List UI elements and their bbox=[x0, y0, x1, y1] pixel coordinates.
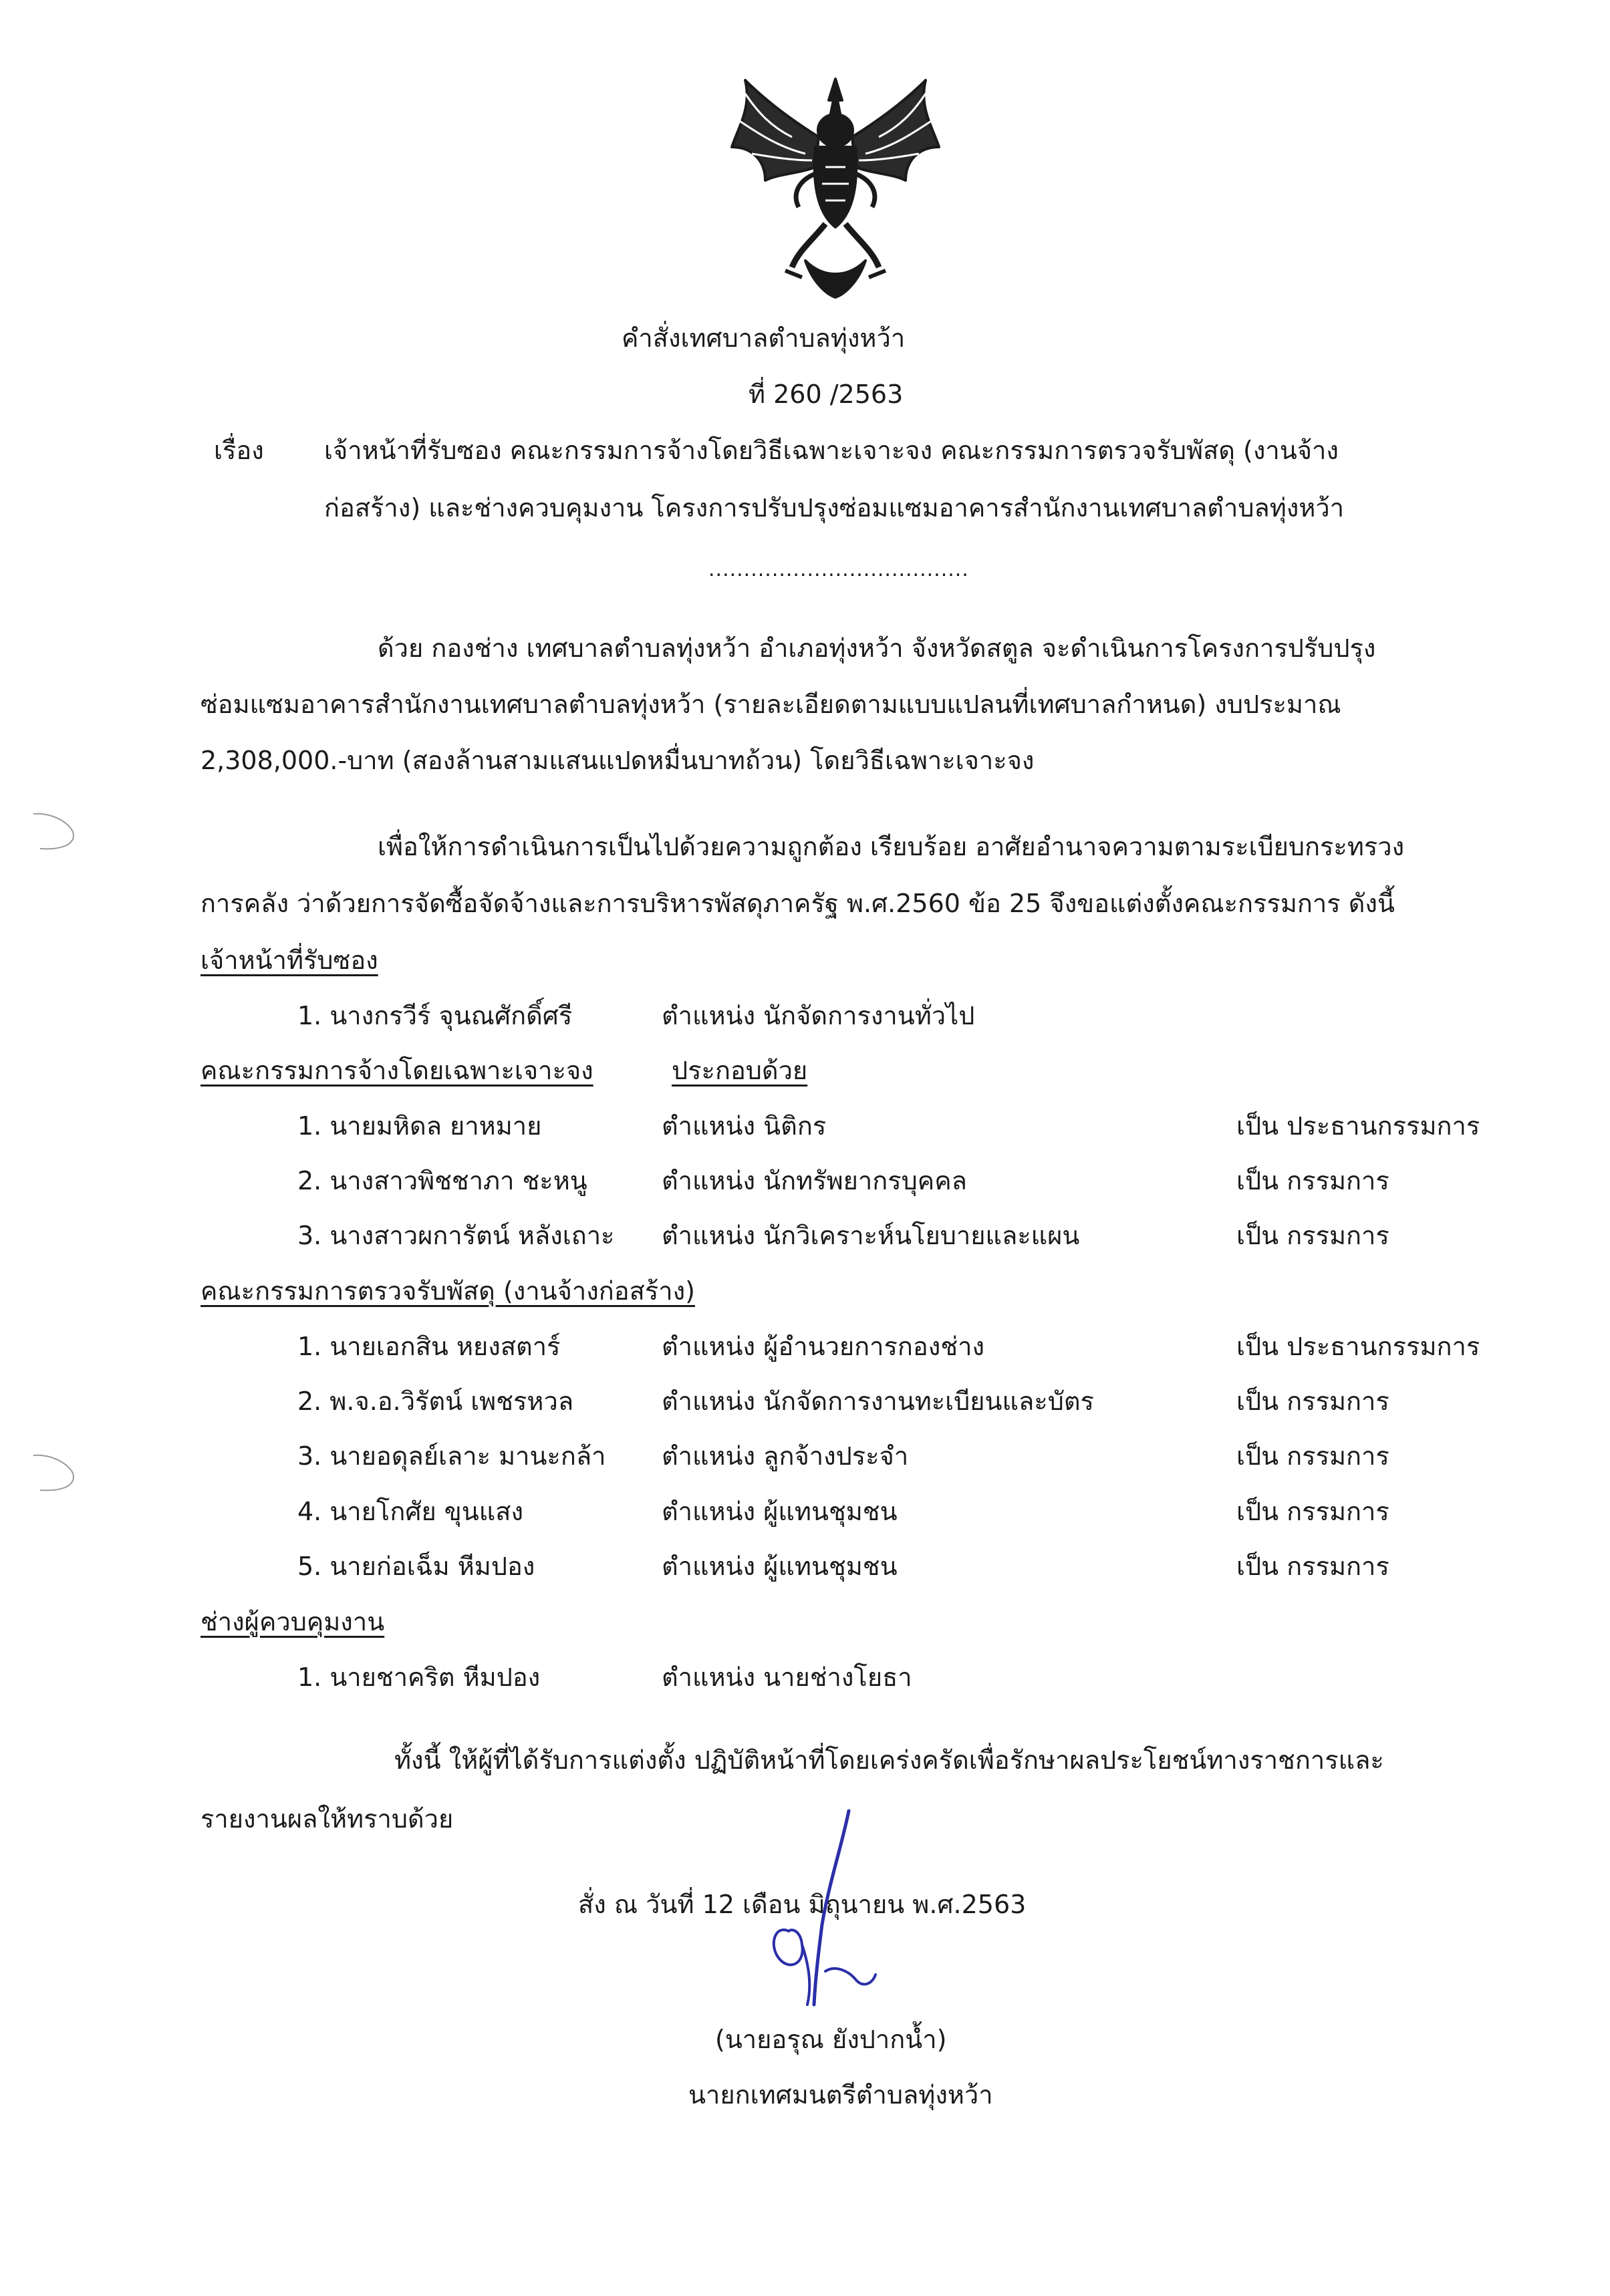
signer-title: นายกเทศมนตรีตำบลทุ่งหว้า bbox=[688, 2080, 993, 2110]
subject-line-1: เจ้าหน้าที่รับซอง คณะกรรมการจ้างโดยวิธีเฉพาะเจาะจง คณะกรรมการตรวจรับพัสดุ (งานจ้าง bbox=[324, 436, 1339, 465]
order-title: คำสั่งเทศบาลตำบลทุ่งหว้า bbox=[622, 323, 906, 353]
section-heading-inspection: คณะกรรมการตรวจรับพัสดุ (งานจ้างก่อสร้าง) bbox=[200, 1276, 695, 1306]
subject-label: เรื่อง bbox=[214, 436, 264, 465]
member-role: เป็น ประธานกรรมการ bbox=[1236, 1111, 1480, 1141]
member-position: ตำแหน่ง ผู้แทนชุมชน bbox=[662, 1552, 898, 1581]
punch-hole-mark bbox=[27, 809, 79, 855]
member-position: ตำแหน่ง นิติกร bbox=[662, 1111, 827, 1141]
closing-line-2: รายงานผลให้ทราบด้วย bbox=[200, 1804, 454, 1834]
member-role: เป็น กรรมการ bbox=[1236, 1387, 1389, 1416]
member-position: ตำแหน่ง ผู้อำนวยการกองช่าง bbox=[662, 1332, 984, 1361]
member-role: เป็น ประธานกรรมการ bbox=[1236, 1332, 1480, 1361]
member-role: เป็น กรรมการ bbox=[1236, 1166, 1389, 1195]
para1-line-3: 2,308,000.-บาท (สองล้านสามแสนแปดหมื่นบาทถ้วน) โดยวิธีเฉพาะเจาะจง bbox=[200, 746, 1035, 775]
member-role: เป็น กรรมการ bbox=[1236, 1441, 1389, 1471]
order-date: สั่ง ณ วันที่ 12 เดือน มิถุนายน พ.ศ.2563 bbox=[578, 1890, 1027, 1919]
para1-line-2: ซ่อมแซมอาคารสำนักงานเทศบาลตำบลทุ่งหว้า (รายละเอียดตามแบบแปลนที่เทศบาลกำหนด) งบประมาณ bbox=[200, 690, 1341, 719]
punch-hole-mark bbox=[27, 1450, 79, 1497]
order-number: ที่ 260 /2563 bbox=[749, 380, 904, 409]
section-heading-supervisor: ช่างผู้ควบคุมงาน bbox=[200, 1607, 385, 1636]
member-name: 2. พ.จ.อ.วิรัตน์ เพชรหวล bbox=[297, 1387, 574, 1416]
signature-icon bbox=[749, 1804, 922, 2025]
member-role: เป็น กรรมการ bbox=[1236, 1552, 1389, 1581]
separator: ..................................... bbox=[708, 558, 969, 581]
member-position: ตำแหน่ง นักจัดการงานทะเบียนและบัตร bbox=[662, 1387, 1094, 1416]
member-name: 5. นายก่อเฉ็ม หีมปอง bbox=[297, 1552, 535, 1581]
member-name: 3. นายอดุลย์เลาะ มานะกล้า bbox=[297, 1441, 606, 1471]
member-role: เป็น กรรมการ bbox=[1236, 1221, 1389, 1250]
member-position: ตำแหน่ง นายช่างโยธา bbox=[662, 1663, 912, 1692]
garuda-emblem-icon bbox=[725, 74, 946, 301]
member-name: 1. นายเอกสิน หยงสตาร์ bbox=[297, 1332, 561, 1361]
para1-line-1: ด้วย กองช่าง เทศบาลตำบลทุ่งหว้า อำเภอทุ่งหว้า จังหวัดสตูล จะดำเนินการโครงการปรับปรุง bbox=[378, 633, 1376, 663]
section-heading-hiring-suffix: ประกอบด้วย bbox=[672, 1056, 808, 1085]
para2-line-1: เพื่อให้การดำเนินการเป็นไปด้วยความถูกต้อง เรียบร้อย อาศัยอำนาจความตามระเบียบกระทรวง bbox=[378, 832, 1405, 861]
member-position: ตำแหน่ง ผู้แทนชุมชน bbox=[662, 1497, 898, 1526]
member-position: ตำแหน่ง นักทรัพยากรบุคคล bbox=[662, 1166, 967, 1195]
closing-line-1: ทั้งนี้ ให้ผู้ที่ได้รับการแต่งตั้ง ปฏิบัติหน้าที่โดยเคร่งครัดเพื่อรักษาผลประโยชน์ทางราชการและ bbox=[394, 1745, 1384, 1775]
section-heading-hiring: คณะกรรมการจ้างโดยเฉพาะเจาะจง bbox=[200, 1056, 593, 1085]
member-name: 1. นายชาคริต หีมปอง bbox=[297, 1663, 541, 1692]
member-role: เป็น กรรมการ bbox=[1236, 1497, 1389, 1526]
member-name: 3. นางสาวผการัตน์ หลังเถาะ bbox=[297, 1221, 615, 1250]
para2-line-2: การคลัง ว่าด้วยการจัดซื้อจัดจ้างและการบริหารพัสดุภาครัฐ พ.ศ.2560 ข้อ 25 จึงขอแต่งตั้งคณะกรรมการ ดังนี้ bbox=[200, 889, 1395, 918]
member-position: ตำแหน่ง นักจัดการงานทั่วไป bbox=[662, 1001, 975, 1030]
member-name: 1. นางกรวีร์ จุนณศักดิ์ศรี bbox=[297, 1001, 573, 1030]
subject-line-2: ก่อสร้าง) และช่างควบคุมงาน โครงการปรับปรุงซ่อมแซมอาคารสำนักงานเทศบาลตำบลทุ่งหว้า bbox=[324, 493, 1345, 523]
member-position: ตำแหน่ง ลูกจ้างประจำ bbox=[662, 1441, 909, 1471]
member-name: 1. นายมหิดล ยาหมาย bbox=[297, 1111, 542, 1141]
signer-name: (นายอรุณ ยังปากน้ำ) bbox=[715, 2025, 947, 2054]
member-position: ตำแหน่ง นักวิเคราะห์นโยบายและแผน bbox=[662, 1221, 1080, 1250]
member-name: 4. นายโกศัย ขุนแสง bbox=[297, 1497, 523, 1526]
member-name: 2. นางสาวพิชชาภา ชะหนู bbox=[297, 1166, 587, 1195]
section-heading-receiver: เจ้าหน้าที่รับซอง bbox=[200, 946, 378, 975]
